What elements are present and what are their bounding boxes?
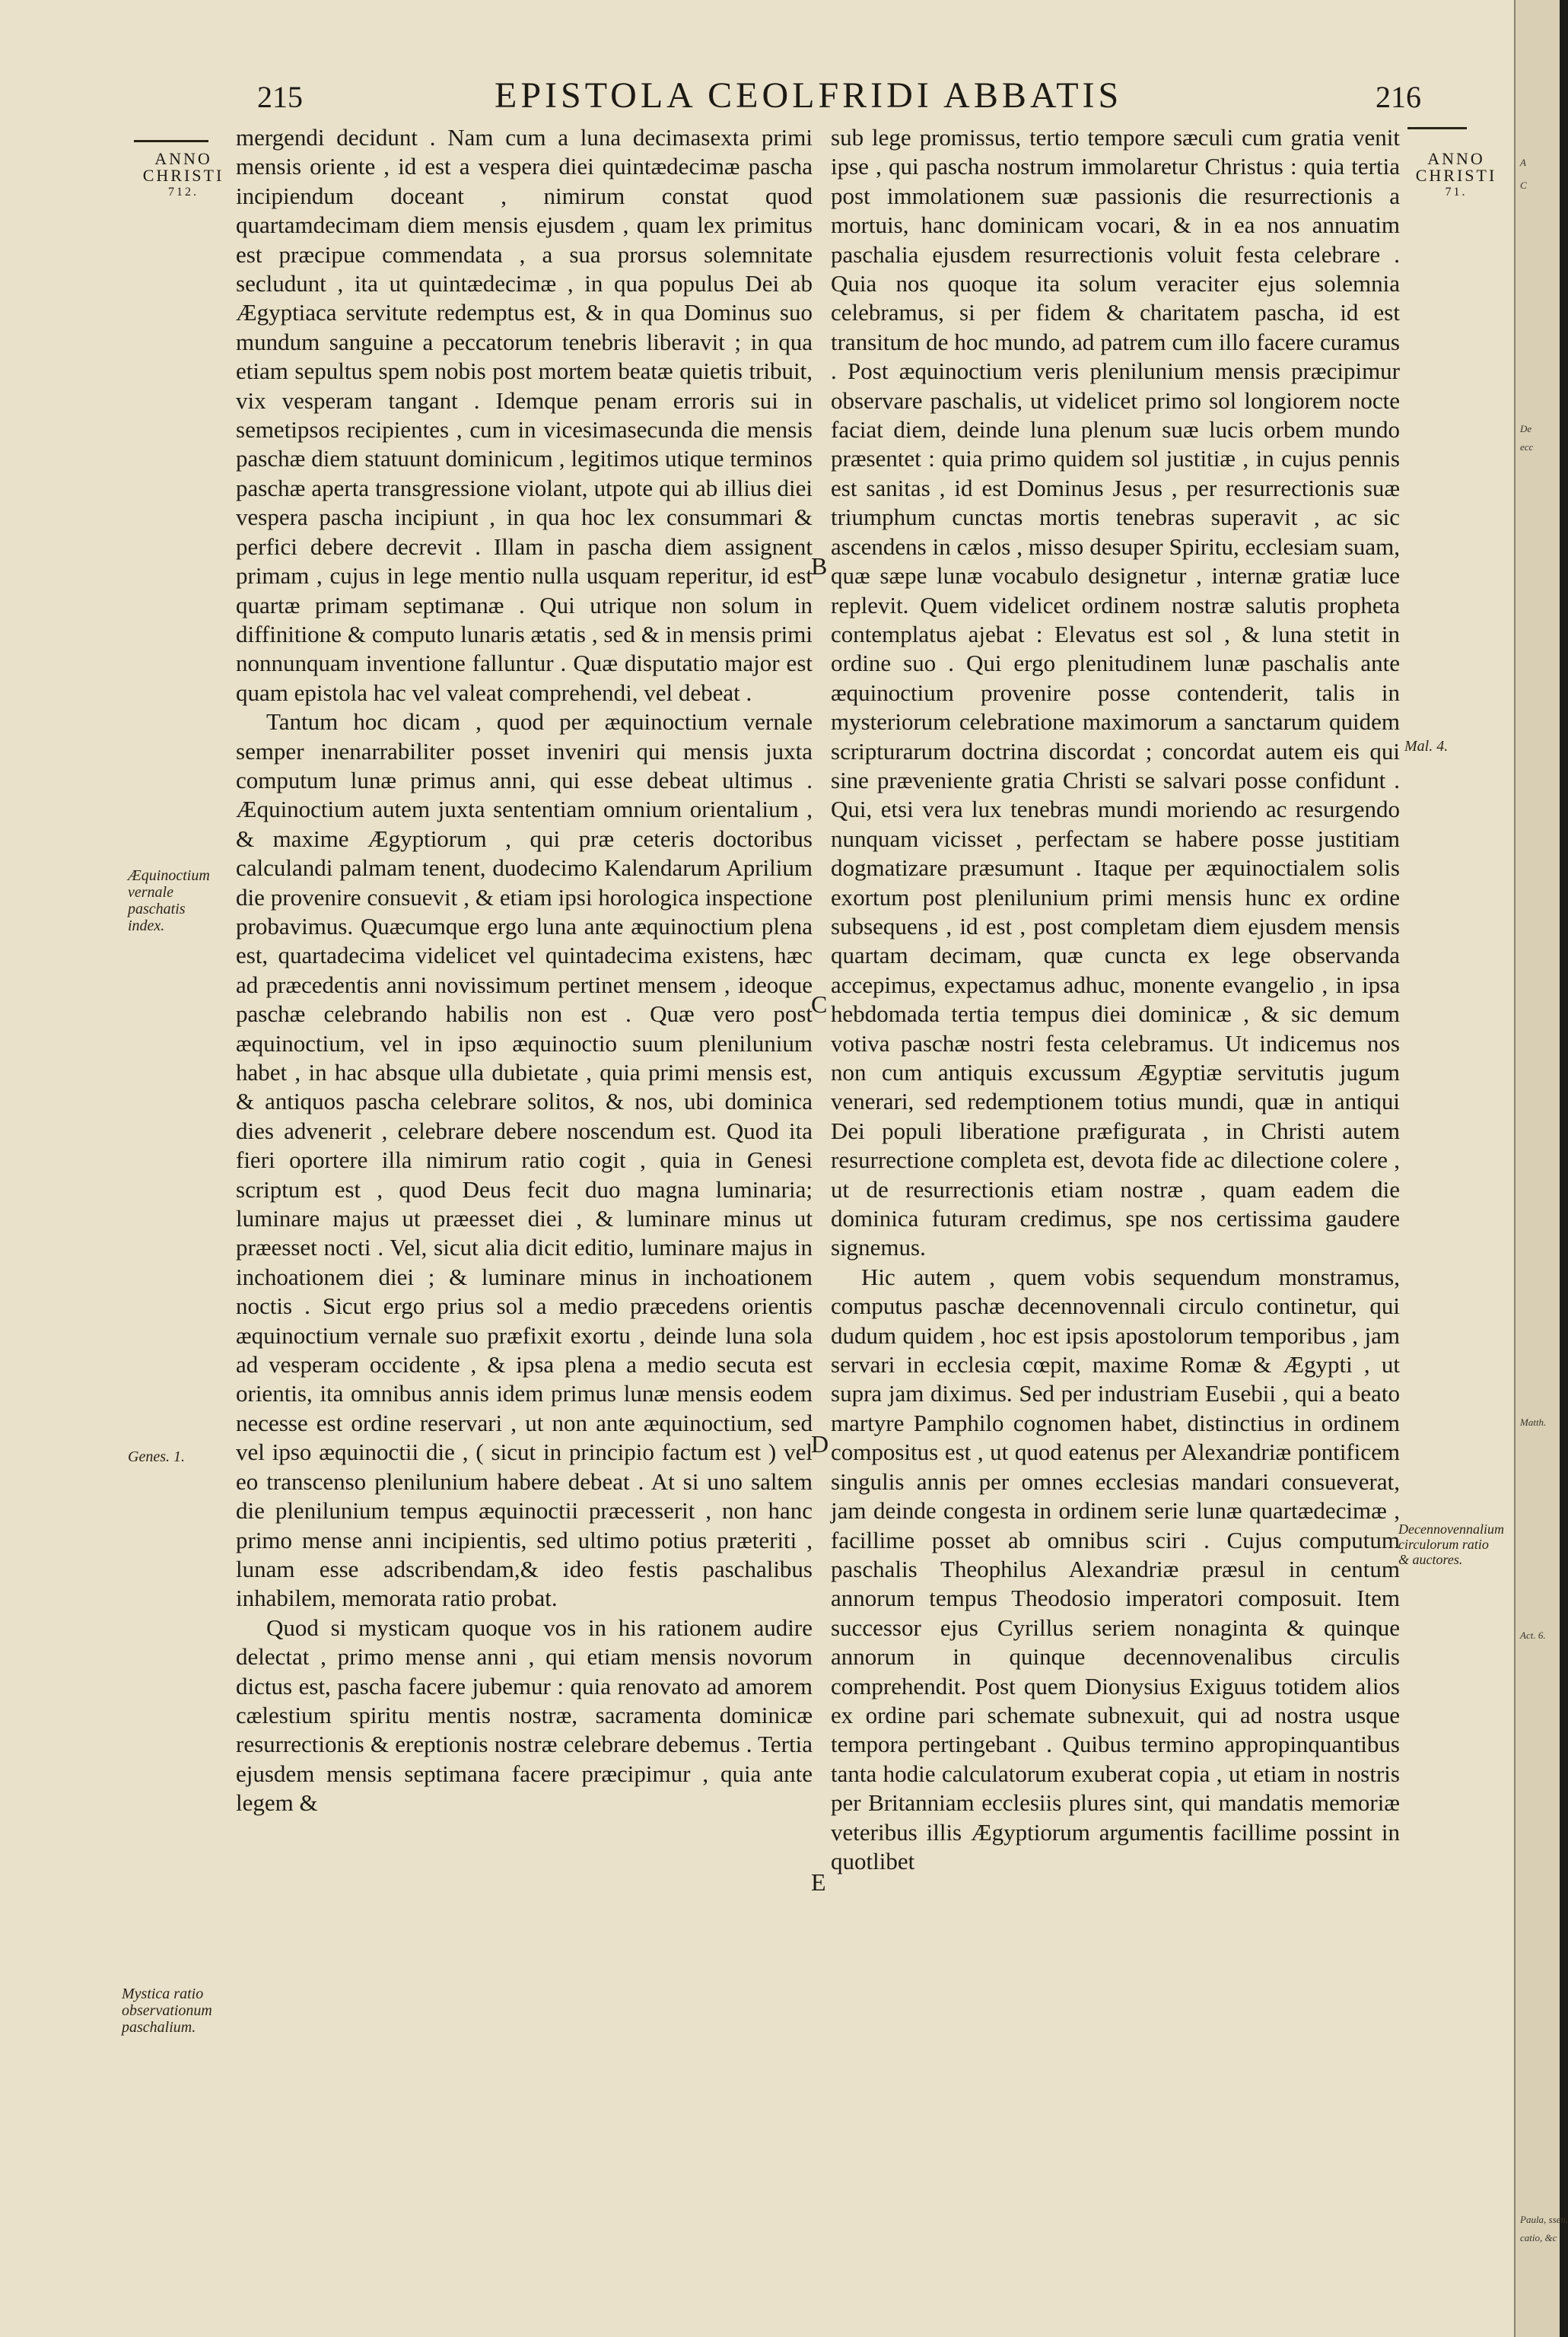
left-paragraph-1: mergendi decidunt . Nam cum a luna decimasexta primi mensis oriente , id est a vespera diei quintædecimæ pascha incipiendum doceant , nimirum constat quod quartamdecimam diem mensis ejusdem , quam lex primitus est præcipue commendata , a sua prorsus solemnitate secludunt , ita ut quintædecimæ , in qua populus Dei ab Ægyptiaca servitute redemptus est, & in qua Dominus suo mundum sanguine a peccatorum tenebris liberavit ; in qua etiam sepultus spem nobis post mortem beatæ quietis tribuit, vix vesperam tangant . Idemque penam erroris sui in semetipsos recipientes , cum in vicesimasecunda die mensis paschæ diem statuunt dominicum , legitimos utique terminos paschæ aperta transgressione violant, utpote qui ab illius diei vespera pascha incipiunt , in qua hoc lex consummari & perfici debere decrevit . Illam in pascha diem assignent primam , cujus in lege mentio nulla usquam reperitur, id est quartæ primam septimanæ . Qui utrique non solum in diffinitione & computo lunaris ætatis , sed & in mensis primi nonnunquam inventione falluntur . Quæ disputatio major est quam epistola hac vel valeat comprehendi, vel debeat . (236, 124, 813, 706)
year-label: 712. (168, 186, 199, 199)
edge-note-2: C (1520, 180, 1527, 191)
left-top-rule (134, 140, 208, 142)
year-label: 71. (1445, 186, 1468, 199)
section-letter-d: D (811, 1430, 829, 1458)
edge-note-7: Paula, ssen. (1520, 2214, 1568, 2225)
anno-christi-right (1414, 151, 1499, 201)
right-paragraph-1: sub lege promissus, tertio tempore sæculi cum gratia venit ipse , qui pascha nostrum immolaretur Christus : quia tertia post immolationem suæ passionis die resurrectionis a mortuis, hanc dominicam vocari, & in ea nos annuatim paschalia ejusdem resurrectionis voluit festa celebrare . Quia nos quoque ita solum veraciter ejus solemnia celebramus, si per fidem & charitatem pascha, id est transitum de hoc mundo, ad patrem cum illo facere curamus . Post æquinoctium veris plenilunium mensis præcipimur observare paschalis, ut videlicet primo sol longiorem nocte faciat diem, deinde luna plenum suæ lucis orbem mundo præsentet : quia primo quidem sol justitiæ , in cujus pennis est sanitas , id est Dominus Jesus , per resurrectionis suæ triumphum cunctas mortis tenebras superavit , ac sic ascendens in cælos , misso desuper Spiritu, ecclesiam suam, quæ sæpe lunæ vocabulo designetur , internæ gratiæ luce replevit. Quem videlicet ordinem nostræ salutis propheta contemplatus ajebat : Elevatus est sol , & luna stetit in ordine suo . Qui ergo plenitudinem lunæ paschalis ante æquinoctium provenire posse contenderit, talis in mysteriorum celebratione maximorum a sanctarum quidem scripturarum doctrina discordat ; concordat autem eis qui sine præveniente gratia Christi se salvari posse confidunt . Qui, etsi vera lux tenebras mundi moriendo ac resurgendo nunquam vicisset , perfectam se habere posse justitiam dogmatizare præsumunt . Itaque per æquinoctialem solis exortum post plenilunium primi mensis hunc ex ordine subsequens , id est , post completam diem ejusdem mensis quartam decimam, quæ cuncta ex lege observanda accepimus, expectamus adhuc, monente evangelio , in ipsa hebdomada tertia tempus diei dominicæ , & sic demum votiva paschæ nostri festa celebramus. Ut indicemus nos non cum antiquis excussum Ægyptiæ servitutis jugum venerari, sed redemptionem totius mundi, quæ in antiqui Dei populi liberatione præfigurata , in Christi autem resurrectione completa est, devota fide ac dilectione colere , ut de resurrectionis etiam nostræ , quam eadem die dominica futuram credimus, spe nos certissima gaudere signemus. (831, 124, 1400, 1261)
edge-note-3: De (1520, 423, 1532, 434)
facing-page-edge (1514, 0, 1568, 2337)
margin-note-decennovennalium: Decennovennalium circulorum ratio & auctores. (1398, 1521, 1504, 1567)
left-paragraph-3: Quod si mysticam quoque vos in his rationem audire delectat , primo mense anni , qui etiam mensis novorum dictus est, pascha facere jubemur : quia renovato ad amorem cælestium spiritu mentis nostræ, sacramenta dominicæ resurrectionis & ereptionis nostræ celebrare debemus . Tertia ejusdem mensis septimana facere præcipimur , quia ante legem & (236, 1614, 813, 1817)
left-paragraph-2: Tantum hoc dicam , quod per æquinoctium vernale semper inenarrabiliter posset inveniri qui mensis juxta computum lunæ primus anni, qui esse debeat ultimus . Æquinoctium autem juxta sententiam omnium orientalium , & maxime Ægyptiorum , qui præ ceteris doctoribus calculandi palmam tenent, duodecimo Kalendarum Aprilium die provenire consuevit , & etiam ipsi horologica inspectione probavimus. Quæcumque ergo luna ante æquinoctium plena est, quartadecima videlicet vel quintadecima existens, hæc ad præcedentis anni novissimum pertinet mensem , ideoque paschæ celebrando habilis non est . Quæ vero post æquinoctium, vel in ipso æquinoctio suum plenilunium habet , in hac absque ulla dubietate , quia primi mensis est, & antiquos pascha celebrare solitos, & nos, ubi dominica dies advenerit , celebrare debere noscendum est. Quod ita fieri oportere illa nimirum ratio cogit , quia in Genesi scriptum est , quod Deus fecit duo magna luminaria; luminare majus ut præesset diei , & luminare minus ut præesset nocti . Vel, sicut alia dicit editio, luminare majus in inchoationem diei ; & luminare minus in inchoationem noctis . Sicut ergo prius sol a medio præcedens orientis æquinoctium vernale suo præfixit exortu , deinde luna sola ad vesperam occidente , & ipsa plena a medio secuta est orientis, ita omnibus annis idem primus lunæ mensis eodem necesse est ordine reservari , ut non ante æquinoctium, sed vel ipso æquinoctii die , ( sicut in principio factum est ) vel eo transcenso plenilunium habere debeat . At si uno saltem die plenilunium tempus æquinoctii præcesserit , non hanc primo mense anni incipientis, sed ultimo potius præteriti , lunam esse adscribendam,& ideo festis paschalibus inhabilem, memorata ratio probat. (236, 708, 813, 1612)
section-letter-c: C (811, 990, 828, 1018)
margin-note-malachi: Mal. 4. (1404, 738, 1449, 755)
right-top-rule (1407, 127, 1467, 129)
christi-label: CHRISTI (1415, 166, 1497, 185)
page-number-right: 216 (1376, 80, 1421, 114)
right-paragraph-2: Hic autem , quem vobis sequendum monstramus, computus paschæ decennovennali circulo continetur, qui dudum quidem , hoc est ipsis apostolorum temporibus , jam servari in ecclesia cœpit, maxime Romæ & Ægypti , ut supra jam diximus. Sed per industriam Eusebii , qui a beato martyre Pamphilo cognomen habet, distinctius in ordinem compositus est , ut quod eatenus per Alexandriæ pontificem singulis annis per omnes ecclesias mandari consueverat, jam deinde congesta in ordinem serie lunæ quartædecimæ , facillime posset ab omnibus sciri . Cujus computum paschalis Theophilus Alexandriæ præsul in centum annorum tempus Theodosio imperatori composuit. Item successor ejus Cyrillus seriem nonaginta & quinque annorum in quinque decennovenalibus circulis comprehendit. Post quem Dionysius Exiguus totidem alios ex ordine pari schemate subnexuit, qui ad nostra usque tempora pertingebant . Quibus termino appropinquantibus tanta hodie calculatorum exuberat copia , ut etiam in nostris per Britanniam ecclesiis plures sint, qui mandatis memoriæ veteribus illis Ægyptiorum argumentis facillime possint in quotlibet (831, 1263, 1400, 1874)
section-letter-e: E (811, 1868, 826, 1896)
left-text-column (236, 123, 813, 1818)
margin-note-mystica-ratio: Mystica ratio observationum paschalium. (122, 1986, 212, 2036)
edge-note-4: ecc (1520, 441, 1534, 453)
page-number-left: 215 (257, 80, 303, 114)
anno-label: ANNO (1427, 149, 1485, 168)
edge-note-8: catio, &c (1520, 2232, 1557, 2243)
edge-note-6: Act. 6. (1520, 1630, 1546, 1641)
margin-note-genesis: Genes. 1. (128, 1448, 185, 1465)
edge-note-5: Matth. (1520, 1417, 1547, 1428)
running-title: EPISTOLA CEOLFRIDI ABBATIS (495, 75, 1123, 116)
christi-label: CHRISTI (142, 166, 224, 185)
section-letter-b: B (811, 552, 828, 580)
anno-label: ANNO (154, 149, 212, 168)
page-header (0, 75, 1514, 120)
edge-note-1: A (1520, 157, 1526, 168)
right-text-column (831, 123, 1400, 1876)
anno-christi-left (134, 151, 233, 201)
margin-note-aequinoctium: Æquinoctium vernale paschatis index. (128, 867, 210, 934)
